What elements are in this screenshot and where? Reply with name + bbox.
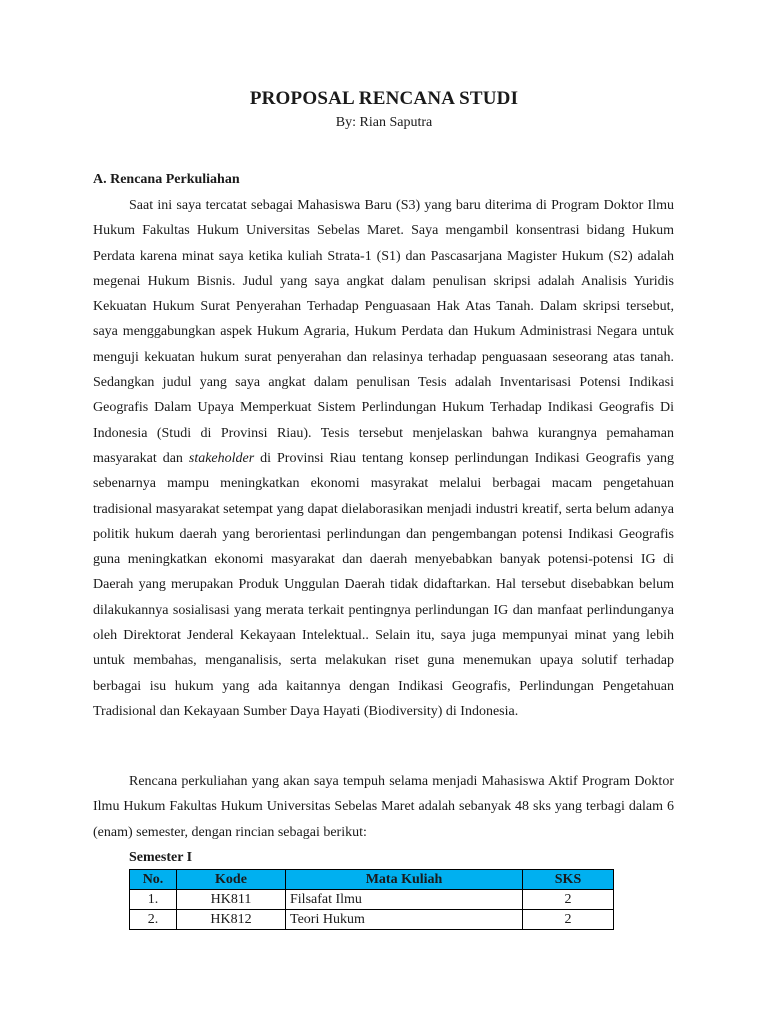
cell-mata-kuliah: Teori Hukum xyxy=(286,910,523,930)
paragraph-1-text-b: di Provinsi Riau tentang konsep perlindungan Indikasi Geografis yang sebenarnya mampu meningkatkan ekonomi masyrakat melalui berbagai macam pengetahuan tradisional masyarakat setempat yang dapat dielaborasikan menjadi industri kreatif, serta belum adanya politik hukum daerah yang berorientasi perlindungan dan pengembangan potensi Indikasi Geografis guna meningkatkan ekonomi masyarakat dan daerah menyebabkan banyak potensi-potensi IG di Daerah yang merupakan Produk Unggulan Daerah tidak didaftarkan. Hal tersebut disebabkan belum dilakukannya sosialisasi yang merata terkait pentingnya perlindungan IG dan manfaat perlindunganya oleh Direktorat Jenderal Kekayaan Intelektual.. Selain itu, saya juga mempunyai minat yang lebih untuk membahas, menganalisis, serta melakukan riset guna menemukan upaya solutif terhadap berbagai isu hukum yang ada kaitannya dengan Indikasi Geografis, Perlindungan Pengetahuan Tradisional dan Kekayaan Sumber Daya Hayati (Biodiversity) di Indonesia. xyxy=(93,450,675,719)
cell-no: 2. xyxy=(130,910,177,930)
cell-kode: HK811 xyxy=(177,890,286,910)
header-mata-kuliah: Mata Kuliah xyxy=(286,870,523,890)
cell-kode: HK812 xyxy=(177,910,286,930)
semester-label: Semester I xyxy=(129,850,193,865)
course-table xyxy=(129,869,614,930)
paragraph-1-text-a: Saat ini saya tercatat sebagai Mahasiswa Baru (S3) yang baru diterima di Program Doktor Ilmu Hukum Fakultas Hukum Universitas Sebelas Maret. Saya mengambil konsentrasi bidang Hukum Perdata karena minat saya ketika kuliah Strata-1 (S1) dan Pascasarjana Magister Hukum (S2) adalah megenai Hukum Bisnis. Judul yang saya angkat dalam penulisan skripsi adalah Analisis Yuridis Kekuatan Hukum Surat Penyerahan Terhadap Penguasaan Hak Atas Tanah. Dalam skripsi tersebut, saya menggabungkan aspek Hukum Agraria, Hukum Perdata dan Hukum Administrasi Negara untuk menguji kekuatan hukum surat penyerahan dan relasinya terhadap penguasaan seseorang atas tanah. Sedangkan judul yang saya angkat dalam penulisan Tesis adalah Inventarisasi Potensi Indikasi Geografis Dalam Upaya Memperkuat Sistem Perlindungan Hukum Terhadap Indikasi Geografis Di Indonesia (Studi di Provinsi Riau). Tesis tersebut menjelaskan bahwa kurangnya pemahaman masyarakat dan xyxy=(93,198,674,466)
section-heading: A. Rencana Perkuliahan xyxy=(93,172,240,187)
header-sks: SKS xyxy=(523,870,614,890)
document-title: PROPOSAL RENCANA STUDI xyxy=(249,88,519,109)
paragraph-1 xyxy=(93,193,674,724)
table-row xyxy=(130,910,614,930)
cell-sks: 2 xyxy=(523,890,614,910)
course-table-header-row xyxy=(130,870,614,890)
table-row xyxy=(130,890,614,910)
paragraph-1-italic-term: stakeholder xyxy=(188,450,255,466)
header-no: No. xyxy=(130,870,177,890)
header-kode: Kode xyxy=(177,870,286,890)
cell-mata-kuliah: Filsafat Ilmu xyxy=(286,890,523,910)
document-author: By: Rian Saputra xyxy=(335,115,433,130)
cell-no: 1. xyxy=(130,890,177,910)
cell-sks: 2 xyxy=(523,910,614,930)
paragraph-2: Rencana perkuliahan yang akan saya tempuh selama menjadi Mahasiswa Aktif Program Doktor Ilmu Hukum Fakultas Hukum Universitas Sebelas Maret adalah sebanyak 48 sks yang terbagi dalam 6 (enam) semester, dengan rincian sebagai berikut: xyxy=(93,774,674,840)
